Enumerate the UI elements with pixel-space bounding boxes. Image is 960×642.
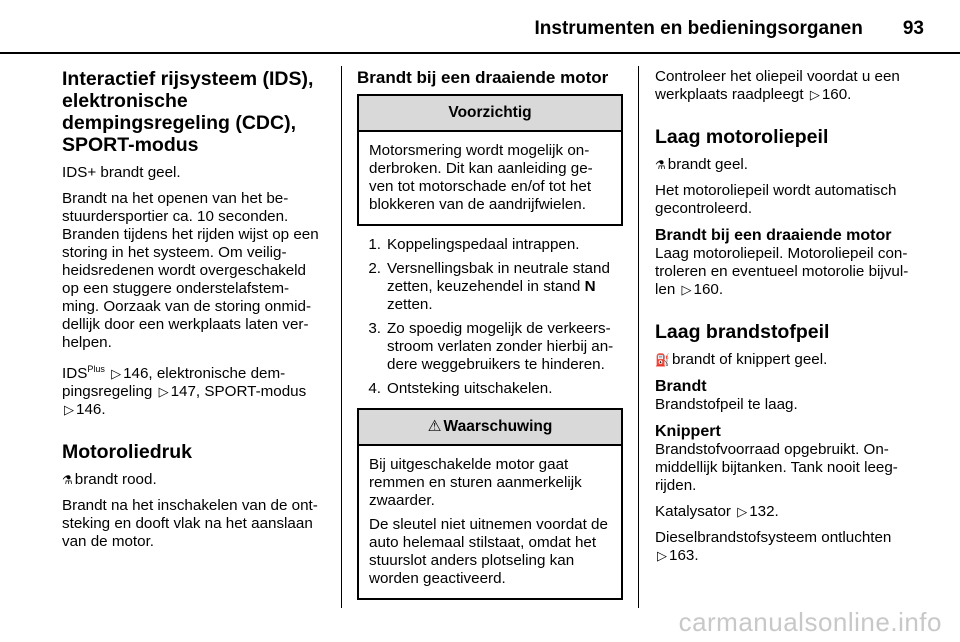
page-header (535, 18, 924, 48)
sub-running-engine: Brandt bij een draaiende motor (655, 227, 892, 244)
warning-triangle-icon: ⚠ (427, 418, 442, 435)
column-2 (357, 68, 623, 610)
ref-link-163[interactable]: 163. (669, 547, 699, 564)
page-reference-icon: ▷ (64, 402, 74, 418)
list-item: 4. Ontsteking uitschakelen. (368, 380, 553, 397)
list-item: 1. Koppelingspedaal intrappen. (368, 236, 580, 253)
page-reference-icon: ▷ (809, 87, 820, 102)
brandt-paragraph: Brandstofpeil te laag. (655, 396, 798, 413)
list-item: 3. Zo spoedig mogelijk de verkeers-stroom verlaten zonder hierbij an-dere weggebruikers te hinderen. (368, 320, 614, 373)
column-1 (62, 68, 324, 559)
sub-brandt: Brandt (655, 378, 707, 395)
heading-oil-pressure: Motoroliedruk (62, 441, 192, 464)
heading-low-oil: Laag motoroliepeil (655, 126, 829, 148)
ids-references: $IDS^{Plus}$ ▷ 146, elektronische dem-pingsregeling ▷ 147, SPORT-modus ▷ 146. (62, 364, 307, 419)
heading-ids: Interactief rijsysteem (IDS), elektronische dempingsregeling (CDC), SPORT-modus (62, 68, 314, 156)
ref-link-132[interactable]: 132. (749, 503, 779, 520)
heading-running-engine: Brandt bij een draaiende motor (357, 68, 609, 87)
oil-paragraph-2: Brandt na het inschakelen van de ont-steking en dooft vlak na het aanslaan van de motor. (62, 497, 318, 551)
ref-link-146[interactable]: 146, elektronische dem-pingsregeling (62, 365, 286, 401)
ref-link-147[interactable]: 147, SPORT-modus (170, 383, 307, 401)
watermark: carmanualsonline.info (678, 607, 942, 637)
section-title: Instrumenten en bedieningsorganen (534, 18, 863, 39)
low-oil-paragraph-2: Het motoroliepeil wordt automatisch gecontroleerd. (655, 182, 897, 217)
column-divider-2 (638, 66, 639, 608)
catalyst-paragraph: Katalysator ▷ 132. (655, 503, 779, 520)
oil-paragraph-1: ⚗ brandt rood. (62, 471, 157, 489)
ids-paragraph-1: IDS+ brandt geel. (62, 164, 181, 181)
page-reference-icon: ▷ (657, 548, 667, 563)
page-number: 93 (902, 18, 924, 39)
ids-paragraph-2: Brandt na het openen van het be-stuurdersportier ca. 10 seconden. Branden tijdens het rijden wijst op een storing in het systeem. Om veilig-heidsredenen wordt overgeschakeld op een stuggere onderstelafstem-ming. Oorzaak van de storing onmid-dellijk door een werkplaats laten ver-helpen. (62, 190, 319, 351)
warning-text-2: De sleutel niet uitnemen voordat de auto helemaal stilstaat, omdat het stuurslot anders plotseling kan worden geactiveerd. (369, 516, 608, 587)
steps-list (357, 236, 623, 398)
page-reference-icon: ▷ (111, 366, 122, 382)
oil-can-icon: ⚗ (62, 473, 73, 488)
caution-box (357, 94, 623, 226)
heading-low-fuel: Laag brandstofpeil (655, 321, 830, 343)
diesel-paragraph: Dieselbrandstofsysteem ontluchten ▷ 163. (655, 529, 892, 564)
oil-level-icon: ⚗ (655, 158, 666, 172)
check-oil-paragraph: Controleer het oliepeil voordat u een werkplaats raadpleegt ▷ 160. (655, 68, 900, 103)
knippert-paragraph: Brandstofvoorraad opgebruikt. On-middellijk bijtanken. Tank nooit leeg-rijden. (655, 441, 898, 494)
page-reference-icon: ▷ (737, 504, 748, 519)
warning-text-1: Bij uitgeschakelde motor gaat remmen en sturen aanmerkelijk zwaarder. (369, 456, 582, 509)
running-paragraph: Laag motoroliepeil. Motoroliepeil con-troleren en eventueel motorolie bijvul-len ▷ 160. (655, 245, 909, 298)
column-divider-1 (341, 66, 342, 608)
caution-title: Voorzichtig (359, 96, 621, 132)
warning-box (357, 408, 623, 600)
ref-link-160[interactable]: 160. (821, 86, 852, 103)
ref-link-160b[interactable]: 160. (693, 281, 724, 298)
page-reference-icon: ▷ (681, 282, 692, 297)
warning-title-bar: ⚠ Waarschuwing (359, 410, 621, 446)
header-rule (0, 52, 960, 54)
column-3 (655, 68, 923, 573)
low-oil-paragraph-1: ⚗ brandt geel. (655, 156, 748, 173)
fuel-pump-icon: ⛽ (655, 353, 670, 367)
ref-link-146b[interactable]: 146. (76, 401, 106, 419)
page-reference-icon: ▷ (158, 384, 169, 400)
caution-text: Motorsmering wordt mogelijk on-derbroken. Dit kan aanleiding ge-ven tot motorschade en/of tot het blokkeren van de aandrijfwielen. (369, 142, 593, 213)
fuel-paragraph-1: ⛽ brandt of knippert geel. (655, 351, 828, 368)
sub-knippert: Knippert (655, 423, 721, 440)
list-item: 2. Versnellingsbak in neutrale stand zetten, keuzehendel in stand N zetten. (368, 260, 610, 313)
